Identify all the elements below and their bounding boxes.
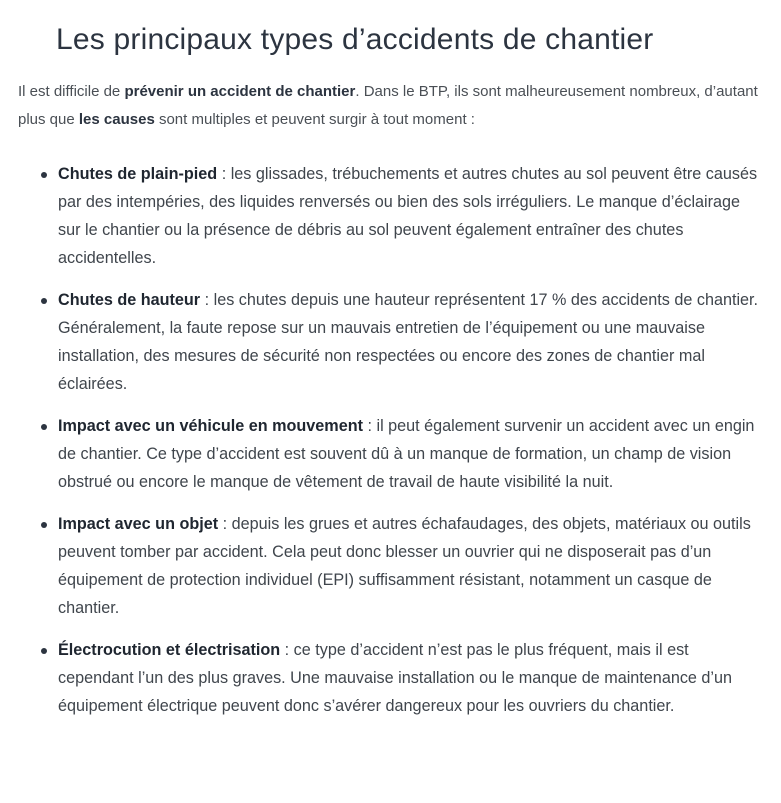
- list-item-text: : les chutes depuis une hauteur représentent 17 % des accidents de chantier. Généralement, la faute repose sur un mauvais entretien de l’équipement ou une mauvaise installation, des mesures de sécurité non respectées ou encore des zones de chantier mal éclairées.: [58, 291, 759, 393]
- list-item-title: Impact avec un véhicule en mouvement: [58, 417, 363, 435]
- list-item-title: Chutes de plain-pied: [58, 165, 218, 183]
- intro-text-1: Il est difficile de: [18, 83, 125, 100]
- intro-bold-1: prévenir un accident de chantier: [124, 83, 356, 100]
- bullet-icon: [41, 522, 47, 528]
- list-item-text: : depuis les grues et autres échafaudages, des objets, matériaux ou outils peuvent tomber par accident. Cela peut donc blesser un ouvrier qui ne disposerait pas d’un équipement de protection individuel (EPI) suffisamment résistant, notamment un casque de chantier.: [58, 515, 751, 617]
- list-item-title: Impact avec un objet: [58, 515, 219, 533]
- bullet-icon: [41, 424, 47, 430]
- list-item-text: : il peut également survenir un accident avec un engin de chantier. Ce type d’accident est souvent dû à un manque de formation, un champ de vision obstrué ou encore le manque de vêtement de travail de haute visibilité la nuit.: [58, 417, 755, 491]
- intro-paragraph: [18, 78, 763, 134]
- bullet-icon: [41, 648, 47, 654]
- list-item: [18, 286, 763, 398]
- bullet-icon: [41, 298, 47, 304]
- list-item: [18, 636, 763, 720]
- list-item-title: Électrocution et électrisation: [58, 641, 281, 659]
- list-item-text: : ce type d’accident n’est pas le plus fréquent, mais il est cependant l’un des plus graves. Une mauvaise installation ou le manque de maintenance d’un équipement électrique peuvent donc s’avérer dangereux pour les ouvriers du chantier.: [58, 641, 733, 715]
- list-item-title: Chutes de hauteur: [58, 291, 201, 309]
- bullet-icon: [41, 172, 47, 178]
- intro-text-3: sont multiples et peuvent surgir à tout moment :: [154, 111, 475, 128]
- page-title: Les principaux types d’accidents de chantier: [56, 23, 654, 56]
- accident-types-list: [18, 160, 763, 720]
- intro-bold-2: les causes: [78, 111, 155, 128]
- list-item: [18, 510, 763, 622]
- list-item: [18, 412, 763, 496]
- list-item-text: : les glissades, trébuchements et autres chutes au sol peuvent être causés par des intempéries, des liquides renversés ou bien des sols irréguliers. Le manque d’éclairage sur le chantier ou la présence de débris au sol peuvent également entraîner des chutes accidentelles.: [58, 165, 758, 267]
- list-item: [18, 160, 763, 272]
- intro-text-2: . Dans le BTP, ils sont malheureusement nombreux, d’autant plus que: [18, 83, 758, 128]
